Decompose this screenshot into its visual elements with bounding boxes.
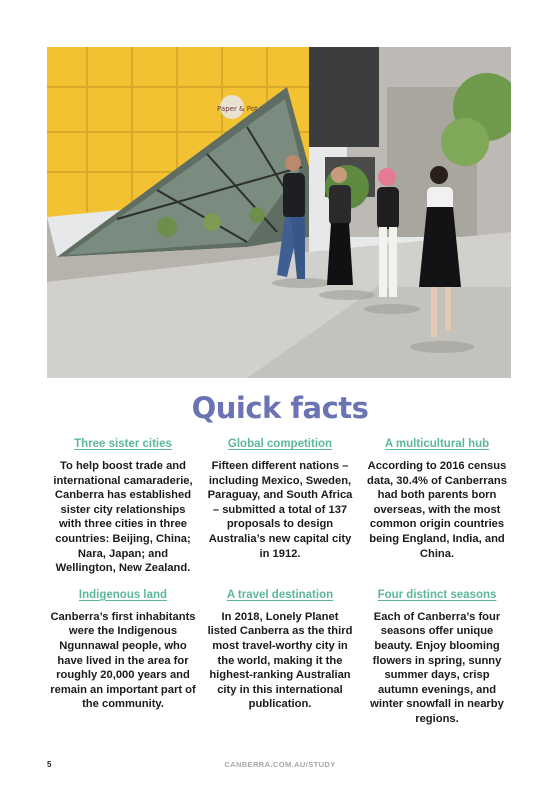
- fact-body: Fifteen different nations – including Mexico, Sweden, Paraguay, and South Africa – submitted a total of 137 proposals to design Australia’s new capital city in 1912.: [207, 460, 353, 560]
- fact-title: Four distinct seasons: [377, 588, 497, 601]
- fact-title: Global competition: [227, 438, 333, 450]
- page-title: Quick facts: [191, 391, 369, 425]
- fact-body: Canberra’s first inhabitants were the Indigenous Ngunnawal people, who have lived in the area for roughly 20,000 years and remain an important part of the community.: [50, 610, 196, 711]
- quick-facts-grid: [50, 437, 510, 727]
- page-number: 5: [47, 760, 52, 769]
- fact-body: According to 2016 census data, 30.4% of Canberrans had both parents born overseas, with the most common origin countries being England, India, and China.: [367, 460, 507, 560]
- fact-title: Indigenous land: [78, 588, 168, 601]
- fact-multicultural-hub: [364, 437, 510, 576]
- fact-body: In 2018, Lonely Planet listed Canberra as the third most travel-worthy city in the world, making it the highest-ranking Australian city in this international publication.: [207, 610, 353, 711]
- fact-indigenous-land: [50, 588, 196, 727]
- shop-sign: Paper & Pot: [217, 105, 258, 113]
- street-scene-illustration: [47, 47, 511, 378]
- footer-url: CANBERRA.COM.AU/STUDY: [224, 760, 336, 769]
- fact-travel-destination: [207, 588, 353, 727]
- facts-row-2: [50, 588, 510, 727]
- hero-photo: [47, 47, 511, 378]
- fact-title: A travel destination: [226, 588, 334, 601]
- fact-global-competition: [207, 437, 353, 576]
- fact-three-sister-cities: [50, 437, 196, 576]
- fact-body: Each of Canberra’s four seasons offer unique beauty. Enjoy blooming flowers in spring, sunny summer days, crisp autumn evenings, and winter snowfall in nearby regions.: [370, 610, 504, 725]
- fact-four-distinct-seasons: [364, 588, 510, 727]
- fact-title: A multicultural hub: [384, 438, 490, 450]
- fact-body: To help boost trade and international camaraderie, Canberra has established sister city relationships with three cities in three countries: Beijing, China; Nara, Japan; and Wellington, New Zealand.: [53, 460, 193, 575]
- facts-row-1: [50, 437, 510, 576]
- fact-title: Three sister cities: [74, 438, 172, 450]
